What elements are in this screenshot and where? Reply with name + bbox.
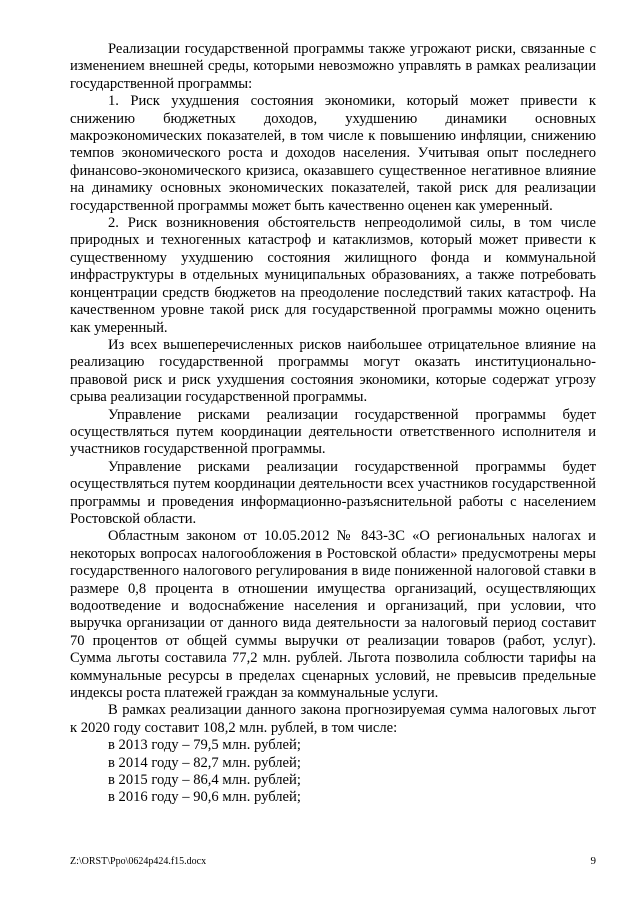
page-number: 9 [590,855,596,867]
year-item-2016: в 2016 году – 90,6 млн. рублей; [108,789,301,806]
paragraph-risk-economy: 1. Риск ухудшения состояния экономики, который может привести к снижению бюджетных доходов, ухудшению динамики основных макроэкономических показателей, в том числе к повышению инфляции, снижению темпов экономического роста и доходов населения. Учитывая опыт последнего финансово-экономического кризиса, оказавшего существенное негативное влияние на динамику основных экономических показателей, такой риск для реализации государственной программы может быть качественно оценен как умеренный. [70,93,596,214]
footer-file-path: Z:\ORST\Ppo\0624p424.f15.docx [70,856,207,867]
year-item-2014: в 2014 году – 82,7 млн. рублей; [108,754,301,771]
paragraph-risk-summary: Из всех вышеперечисленных рисков наибольшее отрицательное влияние на реализацию государственной программы могут оказать институционально-правовой риск и риск ухудшения состояния экономики, которые содержат угрозу срыва реализации государственной программы. [70,336,596,406]
paragraph-risks-intro: Реализации государственной программы также угрожают риски, связанные с изменением внешней среды, которыми невозможно управлять в рамках реализации государственной программы: [70,41,596,92]
document-body [70,41,596,807]
paragraph-regional-law: Областным законом от 10.05.2012 № 843-ЗС «О региональных налогах и некоторых вопросах налогообложения в Ростовской области» предусмотрены меры государственного налогового регулирования в виде пониженной налоговой ставки в размере 0,8 процента в отношении имущества организаций, осуществляющих водоотведение и водоснабжение населения и организаций, при условии, что выручка организации от данного вида деятельности за налоговый период составит 70 процентов от общей суммы выручки от реализации товаров (работ, услуг). Сумма льготы составила 77,2 млн. рублей. Льгота позволила соблюсти тарифы на коммунальные ресурсы в пределах сценарных условий, не превысив предельные индексы роста платежей граждан за коммунальные услуги. [70,528,596,702]
paragraph-risk-management-1: Управление рисками реализации государственной программы будет осуществляться путем координации деятельности ответственного исполнителя и участников государственной программы. [70,406,596,458]
year-item-2015: в 2015 году – 86,4 млн. рублей; [108,772,301,789]
paragraph-risk-force-majeure: 2. Риск возникновения обстоятельств непреодолимой силы, в том числе природных и техногенных катастроф и катаклизмов, который может привести к существенному ухудшению состояния жилищного фонда и коммунальной инфраструктуры в отдельных муниципальных образованиях, а также потребовать концентрации средств бюджетов на преодоление последствий таких катастроф. На качественном уровне такой риск для государственной программы можно оценить как умеренный. [70,215,596,336]
paragraph-tax-forecast: В рамках реализации данного закона прогнозируемая сумма налоговых льгот к 2020 году составит 108,2 млн. рублей, в том числе: [70,702,596,736]
paragraph-risk-management-2: Управление рисками реализации государственной программы будет осуществляться путем координации деятельности всех участников государственной программы и проведения информационно-разъяснительной работы с населением Ростовской области. [70,458,596,527]
year-item-2013: в 2013 году – 79,5 млн. рублей; [108,737,301,754]
